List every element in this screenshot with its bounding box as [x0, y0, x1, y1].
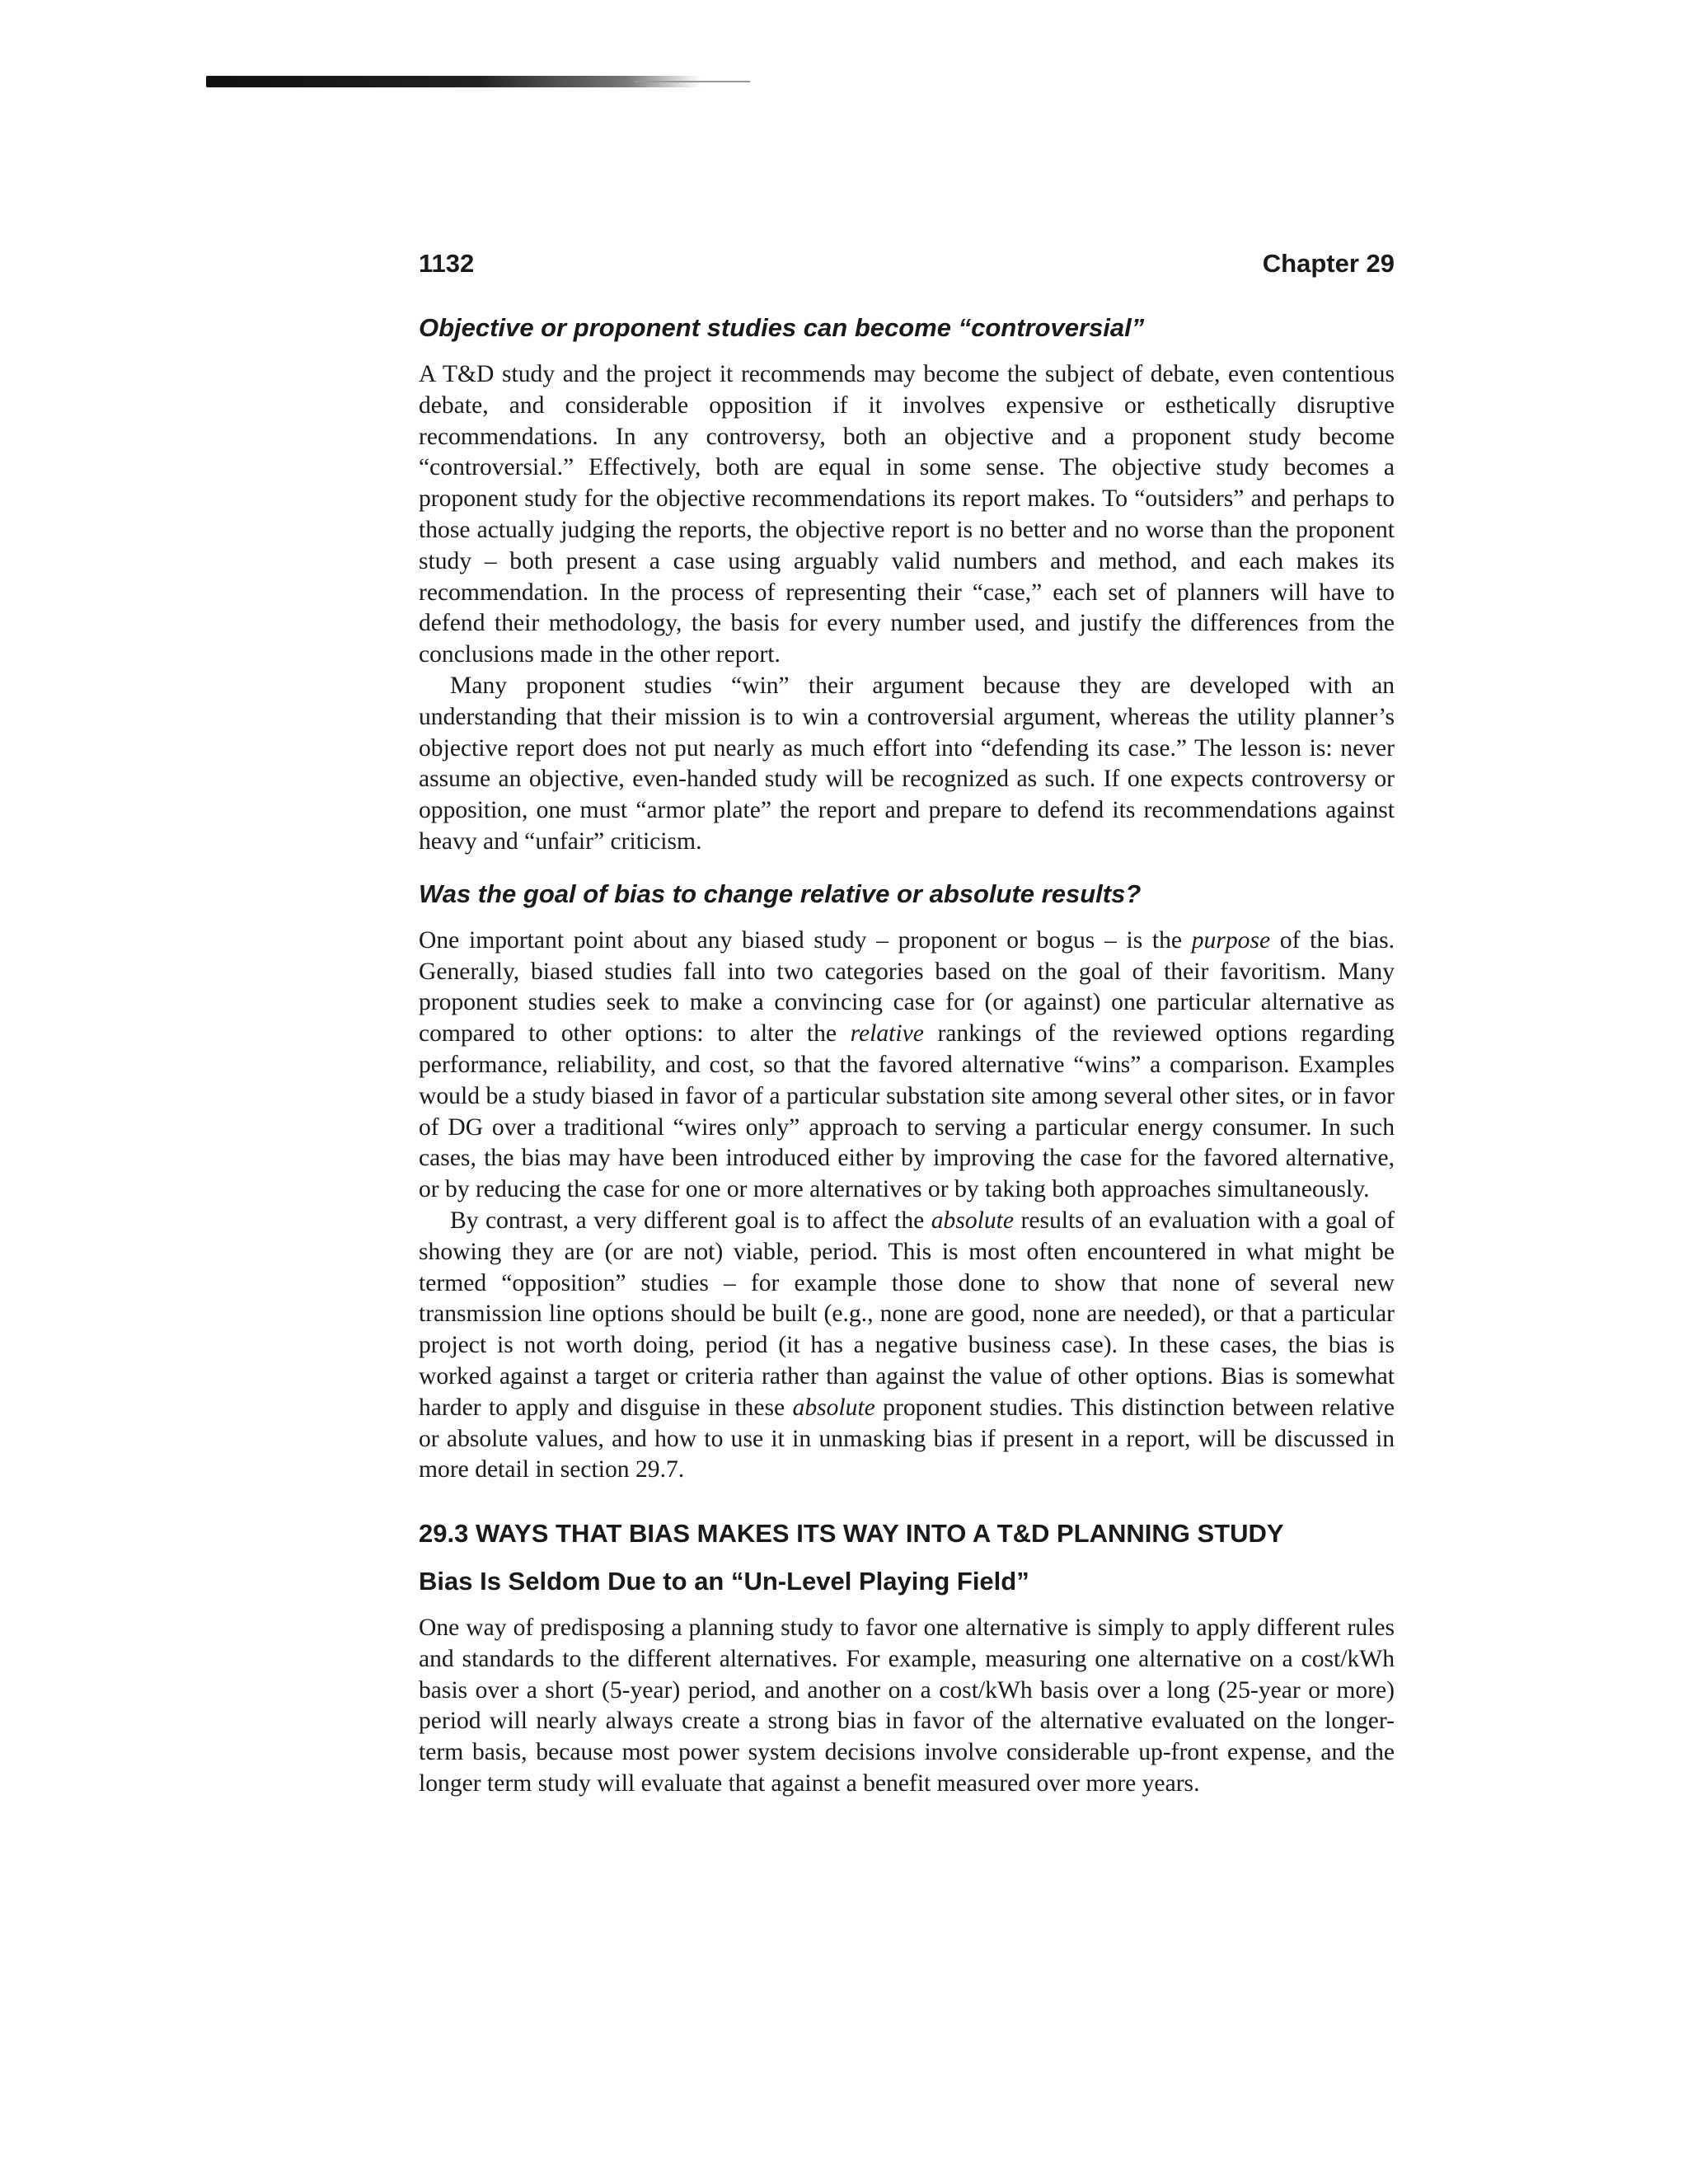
chapter-label: Chapter 29 [1262, 249, 1395, 278]
paragraph: A T&D study and the project it recommends may become the subject of debate, even contentious debate, and considerable opposition if it involves expensive or esthetically disruptive recommendations. In any controversy, both an objective and a proponent study become “controversial.” Effectively, both are equal in some sense. The objective study becomes a proponent study for the objective recommendations its report makes. To “outsiders” and perhaps to those actually judging the reports, the objective report is no better and no worse than the proponent study – both present a case using arguably valid numbers and method, and each makes its recommendation. In the process of representing their “case,” each set of planners will have to defend their methodology, the basis for every number used, and justify the differences from the conclusions made in the other report. [419, 361, 1395, 668]
text-run: One important point about any biased study – proponent or bogus – is the [419, 926, 1192, 954]
text-run: rankings of the reviewed options regarding performance, reliability, and cost, so that the favored alternative “wins” a comparison. Examples would be a study biased in favor of a particular substation site among several other sites, or in favor of DG over a traditional “wires only” approach to serving a particular energy consumer. In such cases, the bias may have been introduced either by improving the case for the favored alternative, or by reducing the case for one or more alternatives or by taking both approaches simultaneously. [419, 1020, 1395, 1203]
paragraph [419, 926, 1395, 1206]
subsection-heading-relative-absolute: Was the goal of bias to change relative or absolute results? [419, 879, 1142, 908]
text-run: results of an evaluation with a goal of showing they are (or are not) viable, period. This is most often encountered in what might be termed “opposition” studies – for example those done to show that none of several new transmission line options should be built (e.g., none are good, none are needed), or that a particular project is not worth doing, period (it has a negative business case). In these cases, the bias is worked against a target or criteria rather than against the value of other options. Bias is somewhat harder to apply and disguise in these [419, 1207, 1395, 1421]
emphasis-text: relative [850, 1020, 924, 1047]
text-run: By contrast, a very different goal is to affect the [450, 1207, 931, 1234]
emphasis-text: purpose [1191, 926, 1271, 954]
scan-edge-artifact [206, 76, 701, 87]
book-page [419, 247, 1395, 1800]
emphasis-text: absolute [931, 1207, 1015, 1234]
text-run: proponent studies. This distinction between relative or absolute values, and how to use it in unmasking bias if present in a report, will be discussed in more detail in section 29.7. [419, 1394, 1395, 1483]
paragraph [419, 1206, 1395, 1486]
paragraph: Many proponent studies “win” their argument because they are developed with an understanding that their mission is to win a controversial argument, whereas the utility planner’s objective report does not put nearly as much effort into “defending its case.” The lesson is: never assume an objective, even-handed study will be recognized as such. If one expects controversy or opposition, one must “armor plate” the report and prepare to defend its recommendations against heavy and “unfair” criticism. [419, 672, 1395, 855]
page-number: 1132 [419, 249, 475, 278]
subsection-heading-level-playing-field: Bias Is Seldom Due to an “Un-Level Playing Field” [419, 1567, 1029, 1596]
section-heading-29-3: 29.3 WAYS THAT BIAS MAKES ITS WAY INTO A T&D PLANNING STUDY [419, 1519, 1284, 1549]
running-header [419, 247, 1395, 280]
subsection-heading-controversial: Objective or proponent studies can become “controversial” [419, 313, 1145, 342]
paragraph: One way of predisposing a planning study to favor one alternative is simply to apply different rules and standards to the different alternatives. For example, measuring one alternative on a cost/kWh basis over a short (5-year) period, and another on a cost/kWh basis over a long (25-year or more) period will nearly always create a strong bias in favor of the alternative evaluated on the longer-term basis, because most power system decisions involve considerable up-front expense, and the longer term study will evaluate that against a benefit measured over more years. [419, 1615, 1395, 1797]
text-run: of the bias. Generally, biased studies fall into two categories based on the goal of their favoritism. Many proponent studies seek to make a convincing case for (or against) one particular alternative as compared to other options: to alter the [419, 926, 1395, 1047]
emphasis-text: absolute [792, 1394, 875, 1421]
